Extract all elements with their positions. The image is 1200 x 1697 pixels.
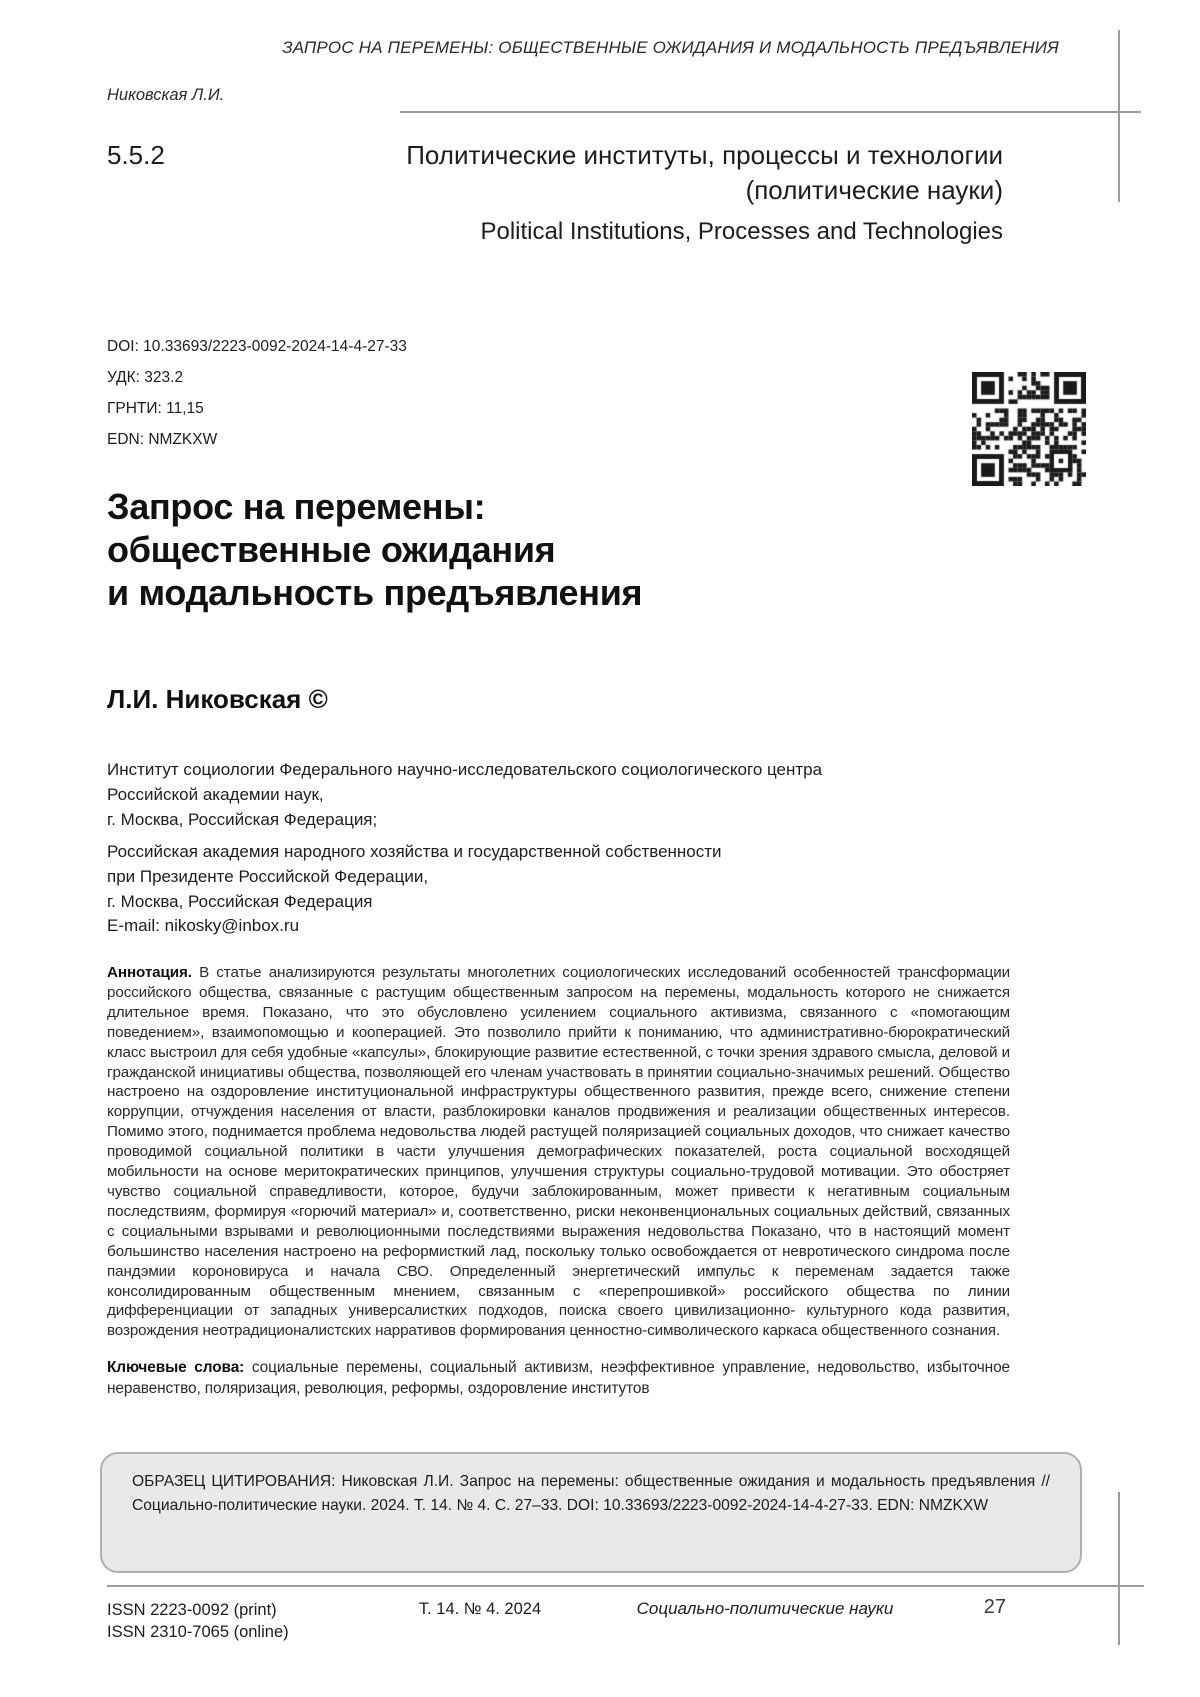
section-number: 5.5.2 <box>107 140 165 170</box>
section-title-ru <box>340 138 1003 208</box>
abstract-text: В статье анализируются результаты многолетних социологических исследований особенностей трансформации российского общества, связанные с растущим общественным запросом на перемены, модальность которого не снижается длительное время. Показано, что это обусловлено усилением социального активизма, связанного с «помогающим поведением», взаимопомощью и кооперацией. Это позволило прийти к пониманию, что административно-бюрократический класс выстроил для себя удобные «капсулы», блокирующие развитие естественной, с точки зрения здравого смысла, деловой и гражданской инициативы общества, позволяющей его членам участвовать в принятии социально-значимых решений. Общество настроено на оздоровление институциональной инфраструктуры общественного развития, прежде всего, снижение степени коррупции, отчуждения населения от власти, разблокировки каналов продвижения и реализации общественных интересов. Помимо этого, поднимается проблема недовольства людей растущей поляризацией социальных доходов, что снижает качество проводимой социальной политики в части улучшения демографических показателей, роста социальной восходящей мобильности на основе меритократических принципов, улучшения структуры социально-трудовой мотивации. Это обостряет чувство социальной справедливости, которое, будучи заблокированным, может привести к негативным социальным последствиям, формируя «горючий материал» и, соответственно, риски неконвенциональных социальных действий, связанных с социальными взрывами и революционными последствиями выражения недовольства Показано, что в настоящий момент большинство населения настроено на реформисткий лад, поскольку только освобождается от невротического синдрома после пандэмии короновируса и начала СВО. Определенный энергетический импульс к переменам задается также консолидированным общественным мнением, связанным с «перепрошивкой» российского общества по линии дифференциации от западных универсалистких подходов, поиска своего цивилизационно- культурного кода развития, возрождения неотрадиционалистских нарративов формирования ценностно-символического каркаса общественного сознания. <box>107 964 1010 1340</box>
running-head: ЗАПРОС НА ПЕРЕМЕНЫ: ОБЩЕСТВЕННЫЕ ОЖИДАНИЯ И МОДАЛЬНОСТЬ ПРЕДЪЯВЛЕНИЯ <box>282 38 1059 57</box>
citation-text <box>102 1454 1080 1518</box>
issn-print: ISSN 2223-0092 (print) <box>107 1601 277 1619</box>
affiliation-1-line2: Российской академии наук, <box>107 785 324 804</box>
keywords-text: социальные перемены, социальный активизм, неэффективное управление, недовольство, избыточное неравенство, поляризация, революция, реформы, оздоровление институтов <box>107 1359 1010 1397</box>
udk-line: УДК: 323.2 <box>107 369 184 386</box>
doi-line: DOI: 10.33693/2223-0092-2024-14-4-27-33 <box>107 338 407 355</box>
section-title-ru-line1: Политические институты, процессы и технологии <box>406 140 1003 170</box>
author-email: E-mail: nikosky@inbox.ru <box>107 916 300 935</box>
article-title <box>107 485 927 614</box>
article-title-line1: Запрос на перемены: <box>107 486 486 527</box>
affiliation-2-line3: г. Москва, Российская Федерация <box>107 892 373 911</box>
issn-online: ISSN 2310-7065 (online) <box>107 1623 289 1641</box>
footer-journal-title: Социально-политические науки <box>636 1599 894 1618</box>
keywords <box>107 1358 1010 1399</box>
section-title-en: Political Institutions, Processes and Technologies <box>480 218 1003 245</box>
affiliation-2-line2: при Президенте Российской Федерации, <box>107 867 429 886</box>
abstract-label: Аннотация. <box>107 964 192 981</box>
affiliation-1-line3: г. Москва, Российская Федерация; <box>107 810 378 829</box>
footer-rule <box>107 1585 1144 1587</box>
edn-line: EDN: NMZKXW <box>107 431 218 448</box>
article-title-line2: общественные ожидания <box>107 529 556 570</box>
header-rule <box>400 111 1141 113</box>
keywords-label: Ключевые слова: <box>107 1359 245 1376</box>
right-margin-line-bottom <box>1118 1492 1120 1645</box>
affiliation-1 <box>107 757 927 832</box>
abstract <box>107 963 1010 1341</box>
citation-body: Никовская Л.И. Запрос на перемены: общественные ожидания и модальность предъявления // Социально-политические науки. 2024. Т. 14. № 4. С. 27–33. DOI: 10.33693/2223-0092-2024-14-4-27-33. EDN: NMZKXW <box>132 1473 1050 1514</box>
footer-issn <box>107 1599 289 1643</box>
right-margin-line-top <box>1118 30 1120 202</box>
affiliation-2 <box>107 839 927 914</box>
article-author: Л.И. Никовская © <box>107 684 328 714</box>
author-short: Никовская Л.И. <box>107 86 225 104</box>
qr-code <box>972 372 1086 486</box>
affiliation-1-line1: Институт социологии Федерального научно-исследовательского социологического центра <box>107 760 823 779</box>
article-meta <box>107 338 627 462</box>
section-title-ru-line2: (политические науки) <box>745 175 1003 205</box>
footer-page-number: 27 <box>983 1596 1006 1618</box>
citation-label: ОБРАЗЕЦ ЦИТИРОВАНИЯ: <box>132 1473 336 1490</box>
article-title-line3: и модальность предъявления <box>107 572 643 613</box>
affiliation-2-line1: Российская академия народного хозяйства и государственной собственности <box>107 842 722 861</box>
grnti-line: ГРНТИ: 11,15 <box>107 400 204 417</box>
citation-sample-box <box>100 1452 1082 1573</box>
footer-volume: Т. 14. № 4. 2024 <box>418 1600 542 1618</box>
